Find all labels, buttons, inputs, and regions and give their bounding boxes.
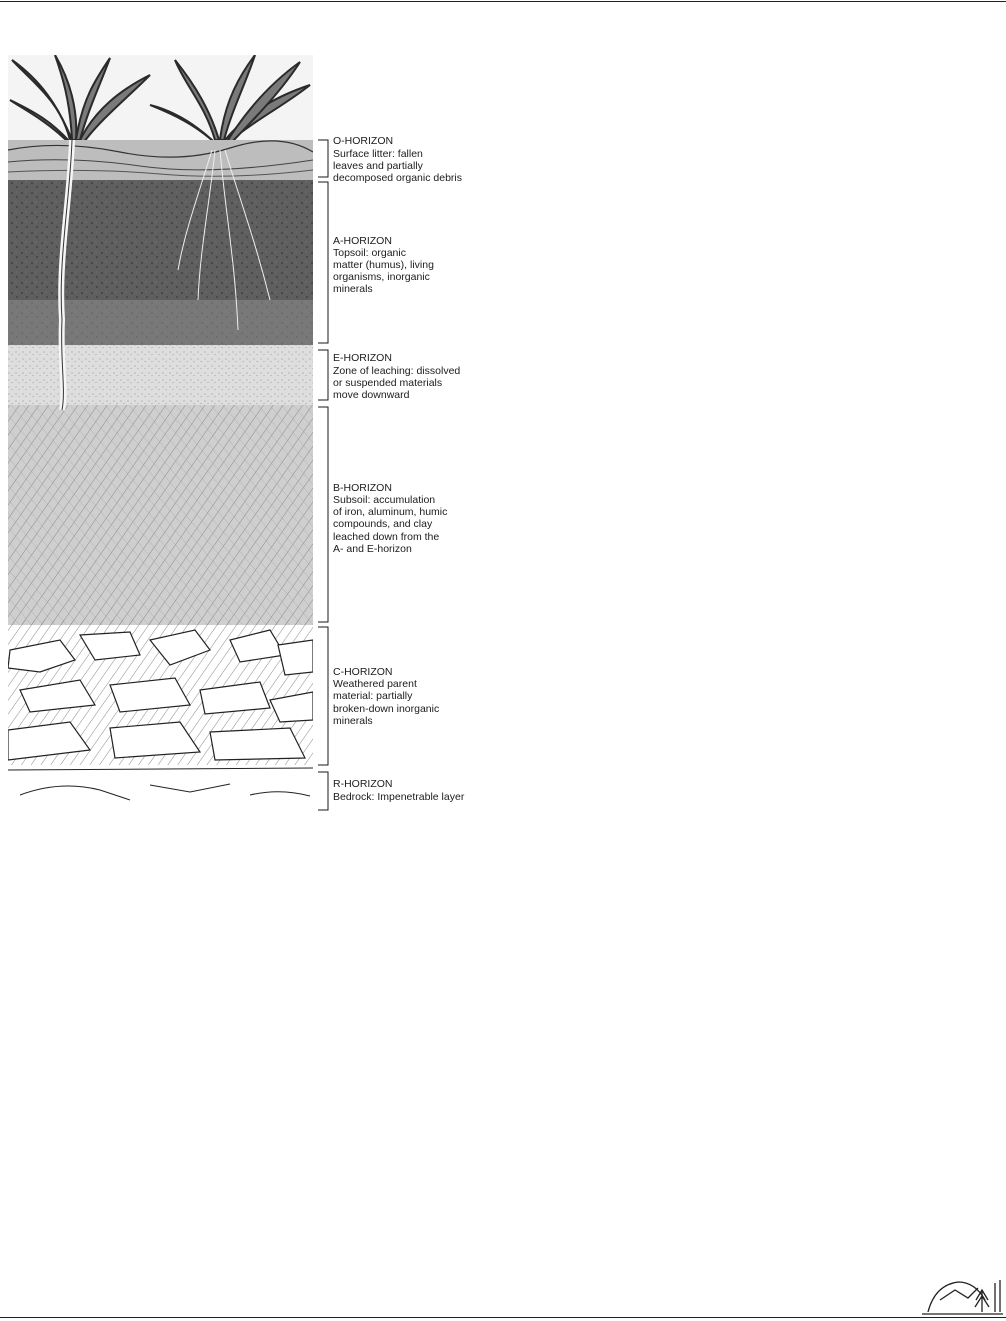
b-horizon-line-3: compounds, and clay (333, 518, 433, 530)
r-horizon-line-1: Bedrock: Impenetrable layer (333, 791, 465, 803)
b-horizon-line-1: Subsoil: accumulation (333, 494, 436, 506)
r-horizon-layer (8, 765, 313, 812)
a-horizon-line-3: organisms, inorganic (333, 271, 430, 283)
b-horizon-title: B-HORIZON (333, 482, 392, 494)
b-horizon-line-2: of iron, aluminum, humic (333, 506, 448, 518)
r-horizon-title: R-HORIZON (333, 778, 393, 790)
e-horizon-layer (8, 345, 313, 405)
o-horizon-title: O-HORIZON (333, 135, 394, 147)
a-horizon-line-4: minerals (333, 283, 373, 295)
bracket-c (318, 627, 328, 765)
bracket-b (318, 407, 328, 622)
e-horizon-line-3: move downward (333, 389, 410, 401)
bracket-o (318, 140, 328, 177)
horizon-labels (333, 135, 465, 803)
a-horizon-title: A-HORIZON (333, 235, 392, 247)
o-horizon-layer (8, 140, 313, 180)
horizon-brackets (318, 140, 328, 810)
soil-column (8, 55, 313, 812)
c-horizon-line-1: Weathered parent (333, 678, 417, 690)
bottom-rule (0, 1317, 1006, 1318)
c-horizon-layer (8, 620, 313, 765)
c-horizon-line-3: broken-down inorganic (333, 703, 440, 715)
surface-plants (8, 55, 313, 145)
e-horizon-line-1: Zone of leaching: dissolved (333, 365, 461, 377)
o-horizon-line-1: Surface litter: fallen (333, 148, 423, 160)
bracket-r (318, 772, 328, 810)
c-horizon-line-4: minerals (333, 715, 373, 727)
a-horizon-layer (8, 180, 313, 350)
b-horizon-line-4: leached down from the (333, 531, 440, 543)
a-horizon-line-1: Topsoil: organic (333, 247, 406, 259)
c-horizon-line-2: material: partially (333, 690, 413, 702)
o-horizon-line-2: leaves and partially (333, 160, 423, 172)
b-horizon-line-5: A- and E-horizon (333, 543, 412, 555)
o-horizon-line-3: decomposed organic debris (333, 172, 462, 184)
bracket-a (318, 182, 328, 343)
c-horizon-title: C-HORIZON (333, 666, 393, 678)
e-horizon-title: E-HORIZON (333, 352, 392, 364)
b-horizon-layer (8, 405, 313, 625)
e-horizon-line-2: or suspended materials (333, 377, 443, 389)
mountain-trees-icon (922, 1280, 1003, 1314)
bracket-e (318, 350, 328, 400)
a-horizon-line-2: matter (humus), living (333, 259, 434, 271)
